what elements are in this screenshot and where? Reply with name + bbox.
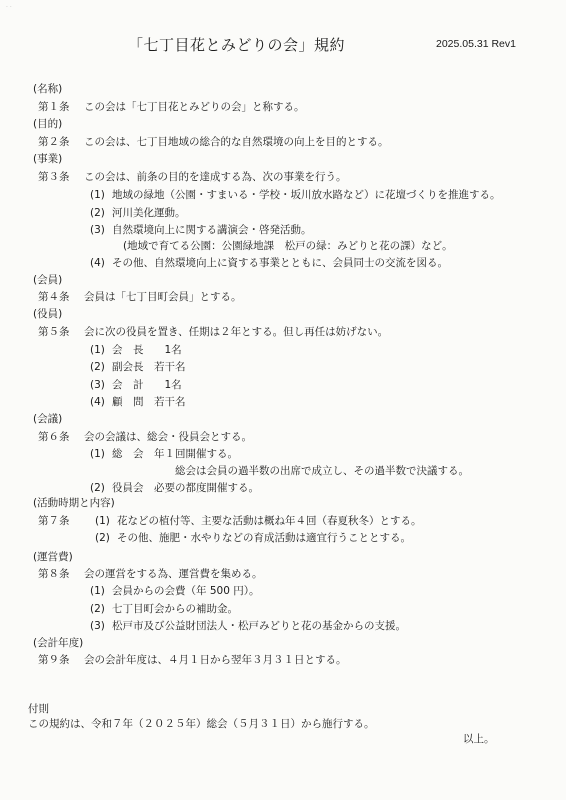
list-item [90, 395, 186, 409]
item-number: (2) [90, 603, 105, 615]
revision-label: 2025.05.31 Rev1 [436, 38, 516, 50]
appendix-text: この規約は、令和７年（２０２５年）総会（５月３１日）から施行する。 [28, 718, 375, 730]
item-text: 総 会 年１回開催する。 [112, 448, 238, 460]
document-title: 「七丁目花とみどりの会」規約 [128, 36, 346, 54]
item-number: (1) [95, 515, 110, 527]
item-number: (3) [90, 379, 105, 391]
list-item [90, 360, 186, 374]
item-text: 会員からの会費（年 500 円）。 [112, 585, 260, 597]
article-number: 第１条 [38, 101, 70, 113]
article-number: 第５条 [38, 326, 70, 338]
article-text: 会の会計年度は、４月１日から翌年３月３１日とする。 [84, 654, 347, 666]
article-4 [38, 290, 242, 304]
article-text: この会は、七丁目地域の総合的な自然環境の向上を目的とする。 [84, 136, 389, 148]
list-item [90, 206, 186, 220]
article-number: 第９条 [38, 654, 70, 666]
item-number: (1) [90, 344, 105, 356]
section-heading-members: (会員) [33, 274, 63, 286]
article-text: 会に次の役員を置き、任期は２年とする。但し再任は妨げない。 [84, 326, 389, 338]
item-number: (1) [90, 189, 105, 201]
item-number: (2) [90, 207, 105, 219]
article-text: この会は、前条の目的を達成する為、次の事業を行う。 [84, 171, 347, 183]
list-item [90, 256, 448, 270]
article-text: 会の会議は、総会・役員会とする。 [84, 431, 252, 443]
article-text: 会員は「七丁目町会員」とする。 [84, 291, 242, 303]
section-heading-meetings: (会議) [33, 413, 63, 425]
section-heading-activities: (活動時期と内容) [33, 497, 115, 509]
item-number: (3) [90, 620, 105, 632]
item-text: その他、自然環境向上に資する事業とともに、会員同士の交流を図る。 [112, 257, 448, 269]
list-item [90, 584, 259, 598]
list-item [90, 447, 238, 461]
article-number: 第４条 [38, 291, 70, 303]
item-number: (2) [90, 482, 105, 494]
item-note: (地域で育てる公園：公園緑地課 松戸の緑：みどりと花の課）など。 [123, 240, 453, 252]
item-text: 七丁目町会からの補助金。 [112, 603, 238, 615]
list-item [90, 343, 182, 357]
section-heading-name: (名称) [33, 83, 63, 95]
item-text: 松戸市及び公益財団法人・松戸みどりと花の基金からの支援。 [112, 620, 406, 632]
article-text: この会は「七丁目花とみどりの会」と称する。 [84, 101, 305, 113]
item-text: 顧 問 若干名 [112, 396, 186, 408]
section-heading-projects: (事業) [33, 153, 63, 165]
list-item [90, 188, 501, 202]
item-text: その他、施肥・水やりなどの育成活動は適宜行うこととする。 [117, 532, 411, 544]
item-text: 自然環境向上に関する講演会・啓発活動。 [112, 224, 312, 236]
item-number: (1) [90, 585, 105, 597]
list-item [90, 619, 406, 633]
article-text: 会の運営をする為、運営費を集める。 [84, 568, 263, 580]
section-heading-fiscal: (会計年度) [33, 637, 84, 649]
list-item [90, 602, 238, 616]
item-number: (3) [90, 224, 105, 236]
article-2 [38, 135, 389, 149]
section-heading-purpose: (目的) [33, 118, 63, 130]
item-number: (4) [90, 257, 105, 269]
article-number: 第８条 [38, 568, 70, 580]
item-number: (2) [90, 361, 105, 373]
item-text: 河川美化運動。 [112, 207, 186, 219]
list-item [90, 378, 182, 392]
appendix-heading: 付則 [28, 703, 49, 715]
item-text: 会 計 1名 [112, 379, 182, 391]
section-heading-funding: (運営費) [33, 551, 73, 563]
item-text: 花などの植付等、主要な活動は概ね年４回（春夏秋冬）とする。 [117, 515, 422, 527]
section-heading-officers: (役員) [33, 308, 63, 320]
list-item [90, 481, 259, 495]
article-7 [38, 514, 422, 528]
item-number: (2) [95, 532, 110, 544]
item-text: 会 長 1名 [112, 344, 182, 356]
article-1 [38, 100, 305, 114]
list-item [95, 531, 411, 545]
item-number: (4) [90, 396, 105, 408]
scan-speck: · · [6, 4, 12, 11]
article-number: 第３条 [38, 171, 70, 183]
item-text: 地域の緑地（公園・すまいる・学校・坂川放水路など）に花壇づくりを推進する。 [112, 189, 501, 201]
end-mark: 以上。 [463, 733, 495, 745]
article-3 [38, 170, 347, 184]
article-number: 第７条 [38, 515, 70, 527]
article-5 [38, 325, 388, 339]
article-6 [38, 430, 252, 444]
article-number: 第２条 [38, 136, 70, 148]
article-9 [38, 653, 347, 667]
item-text: 副会長 若干名 [112, 361, 186, 373]
item-note: 総会は会員の過半数の出席で成立し、その過半数で決議する。 [175, 465, 469, 477]
article-number: 第６条 [38, 431, 70, 443]
article-8 [38, 567, 263, 581]
list-item [90, 223, 312, 237]
item-text: 役員会 必要の都度開催する。 [112, 482, 259, 494]
item-number: (1) [90, 448, 105, 460]
